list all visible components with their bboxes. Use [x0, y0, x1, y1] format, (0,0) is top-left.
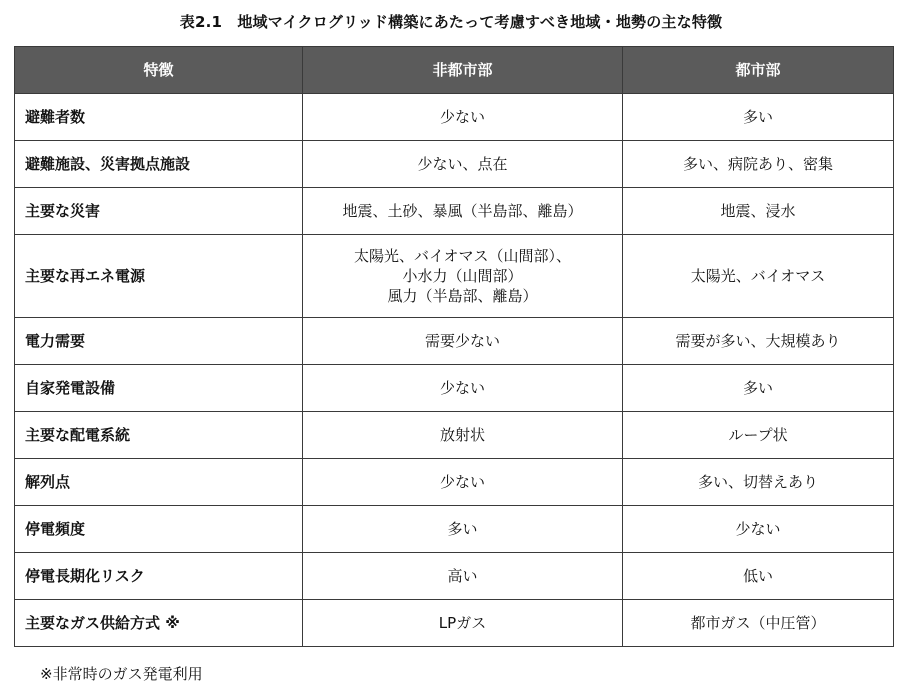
non-urban-cell — [303, 459, 623, 506]
cell-line: 低い — [742, 567, 773, 585]
urban-cell — [623, 94, 894, 141]
cell-line: 多い — [742, 108, 773, 126]
non-urban-cell — [303, 600, 623, 647]
cell-line: 需要少ない — [424, 332, 500, 350]
table-row — [15, 412, 894, 459]
non-urban-cell — [303, 235, 623, 318]
urban-cell — [623, 459, 894, 506]
cell-line: 放射状 — [439, 426, 485, 444]
cell-line: 太陽光、バイオマス（山間部）、 — [353, 247, 572, 265]
feature-cell: 停電長期化リスク — [15, 553, 303, 600]
cell-line: 小水力（山間部） — [402, 267, 523, 285]
table-row — [15, 459, 894, 506]
cell-line: LPガス — [438, 614, 487, 632]
non-urban-cell — [303, 412, 623, 459]
urban-cell — [623, 553, 894, 600]
table-row — [15, 600, 894, 647]
feature-cell: 停電頻度 — [15, 506, 303, 553]
urban-cell — [623, 600, 894, 647]
urban-cell — [623, 141, 894, 188]
table-row — [15, 141, 894, 188]
feature-cell: 避難施設、災害拠点施設 — [15, 141, 303, 188]
header-non-urban: 非都市部 — [303, 47, 623, 94]
cell-line: 高い — [447, 567, 478, 585]
cell-line: 多い — [447, 520, 478, 538]
feature-cell: 主要な配電系統 — [15, 412, 303, 459]
table-header-row — [15, 47, 894, 94]
non-urban-cell — [303, 553, 623, 600]
urban-cell — [623, 506, 894, 553]
feature-cell: 避難者数 — [15, 94, 303, 141]
feature-cell: 主要なガス供給方式 ※ — [15, 600, 303, 647]
header-urban: 都市部 — [623, 47, 894, 94]
cell-line: 多い、切替えあり — [697, 473, 818, 491]
non-urban-cell — [303, 141, 623, 188]
feature-cell: 主要な再エネ電源 — [15, 235, 303, 318]
features-table — [14, 46, 894, 647]
cell-line: 少ない、点在 — [417, 155, 508, 173]
header-feature: 特徴 — [15, 47, 303, 94]
feature-cell: 自家発電設備 — [15, 365, 303, 412]
feature-cell: 電力需要 — [15, 318, 303, 365]
table-row — [15, 188, 894, 235]
feature-cell: 解列点 — [15, 459, 303, 506]
non-urban-cell — [303, 506, 623, 553]
table-row — [15, 94, 894, 141]
cell-line: 風力（半島部、離島） — [387, 287, 538, 305]
urban-cell — [623, 318, 894, 365]
urban-cell — [623, 412, 894, 459]
table-row — [15, 365, 894, 412]
non-urban-cell — [303, 188, 623, 235]
cell-line: 多い — [742, 379, 773, 397]
table-row — [15, 553, 894, 600]
cell-line: ループ状 — [728, 426, 788, 444]
cell-line: 地震、土砂、暴風（半島部、離島） — [342, 202, 583, 220]
cell-line: 少ない — [439, 108, 485, 126]
footnote: ※非常時のガス発電利用 — [40, 665, 203, 683]
non-urban-cell — [303, 318, 623, 365]
urban-cell — [623, 365, 894, 412]
table-caption: 表2.1 地域マイクログリッド構築にあたって考慮すべき地域・地勢の主な特徴 — [179, 13, 723, 31]
table-row — [15, 506, 894, 553]
cell-line: 太陽光、バイオマス — [690, 267, 826, 285]
non-urban-cell — [303, 94, 623, 141]
cell-line: 少ない — [735, 520, 781, 538]
table-row — [15, 318, 894, 365]
cell-line: 地震、浸水 — [720, 202, 796, 220]
cell-line: 都市ガス（中圧管） — [690, 614, 826, 632]
feature-cell: 主要な災害 — [15, 188, 303, 235]
table-row — [15, 235, 894, 318]
non-urban-cell — [303, 365, 623, 412]
cell-line: 少ない — [439, 473, 485, 491]
cell-line: 多い、病院あり、密集 — [682, 155, 833, 173]
urban-cell — [623, 235, 894, 318]
urban-cell — [623, 188, 894, 235]
cell-line: 少ない — [439, 379, 485, 397]
cell-line: 需要が多い、大規模あり — [675, 332, 841, 350]
